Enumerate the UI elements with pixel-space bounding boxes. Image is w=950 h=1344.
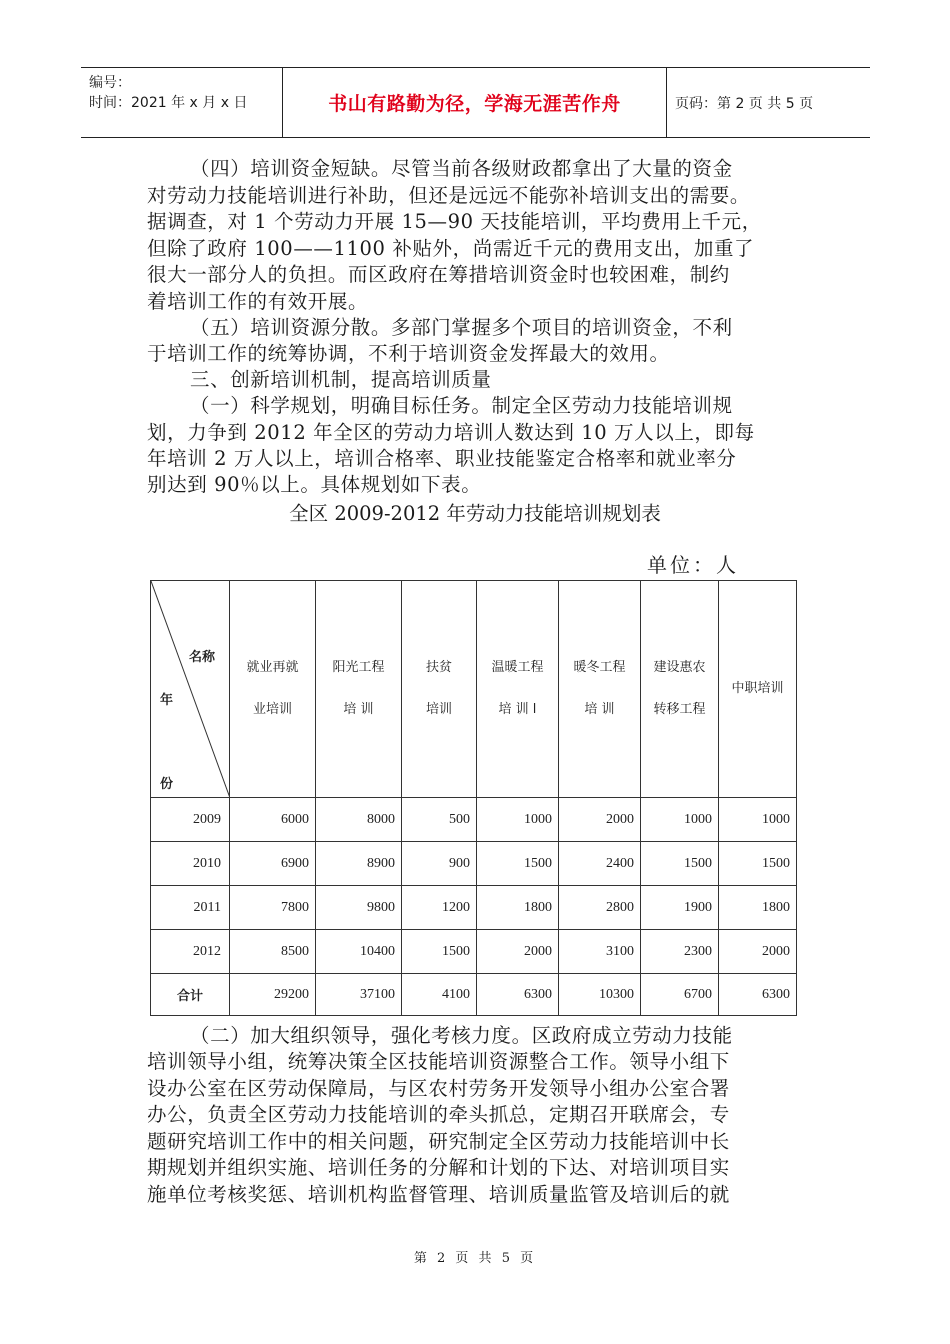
document-time-label: 时间：2021 年 x 月 x 日 <box>89 95 248 111</box>
paragraph-line: （四）培训资金短缺。尽管当前各级财政都拿出了大量的资金 <box>190 157 733 180</box>
paragraph-line: 划，力争到 2012 年全区的劳动力培训人数达到 10 万人以上，即每 <box>147 421 755 444</box>
value-cell: 8900 <box>316 842 402 886</box>
column-header: 中职培训 <box>719 581 797 798</box>
column-header: 阳光工程 培 训 <box>316 581 402 798</box>
paragraph-line: （二）加大组织领导，强化考核力度。区政府成立劳动力技能 <box>190 1024 733 1047</box>
paragraph-line: 办公，负责全区劳动力技能培训的牵头抓总，定期召开联席会，专 <box>147 1103 730 1126</box>
total-value-cell: 10300 <box>559 974 641 1016</box>
table-row <box>151 886 797 930</box>
paragraph-line: 于培训工作的统筹协调，不利于培训资金发挥最大的效用。 <box>147 342 670 365</box>
value-cell: 1500 <box>477 842 559 886</box>
value-cell: 2400 <box>559 842 641 886</box>
column-header: 暖冬工程 培 训 <box>559 581 641 798</box>
value-cell: 7800 <box>230 886 316 930</box>
table-header-row <box>151 581 797 798</box>
value-cell: 10400 <box>316 930 402 974</box>
value-cell: 2000 <box>477 930 559 974</box>
training-plan-table <box>150 580 797 1016</box>
total-value-cell: 4100 <box>402 974 477 1016</box>
table-total-row <box>151 974 797 1016</box>
column-header: 就业再就 业培训 <box>230 581 316 798</box>
value-cell: 1900 <box>641 886 719 930</box>
value-cell: 2300 <box>641 930 719 974</box>
value-cell: 1500 <box>719 842 797 886</box>
paragraph-line: 别达到 90％以上。具体规划如下表。 <box>147 473 482 496</box>
value-cell: 8500 <box>230 930 316 974</box>
paragraph-line: 期规划并组织实施、培训任务的分解和计划的下达、对培训项目实 <box>147 1156 730 1179</box>
value-cell: 1800 <box>719 886 797 930</box>
paragraph-line: 很大一部分人的负担。而区政府在筹措培训资金时也较困难，制约 <box>147 263 730 286</box>
value-cell: 1000 <box>719 798 797 842</box>
year-cell: 2012 <box>151 930 230 974</box>
paragraph-line: 对劳动力技能培训进行补助，但还是远远不能弥补培训支出的需要。 <box>147 184 751 207</box>
total-value-cell: 6300 <box>477 974 559 1016</box>
paragraph-line: 培训领导小组，统筹决策全区技能培训资源整合工作。领导小组下 <box>147 1050 730 1073</box>
paragraph-line: 设办公室在区劳动保障局，与区农村劳务开发领导小组办公室合署 <box>147 1077 730 1100</box>
table-row <box>151 798 797 842</box>
total-value-cell: 29200 <box>230 974 316 1016</box>
value-cell: 3100 <box>559 930 641 974</box>
section-heading: 三、创新培训机制，提高培训质量 <box>190 368 492 391</box>
paragraph-line: （五）培训资源分散。多部门掌握多个项目的培训资金，不利 <box>190 316 733 339</box>
paragraph-line: 着培训工作的有效开展。 <box>147 290 369 313</box>
table-title: 全区 2009-2012 年劳动力技能培训规划表 <box>289 502 661 525</box>
corner-name-label: 名称 <box>189 650 216 665</box>
value-cell: 1200 <box>402 886 477 930</box>
table-row <box>151 930 797 974</box>
paragraph-line: 年培训 2 万人以上，培训合格率、职业技能鉴定合格率和就业率分 <box>147 447 737 470</box>
value-cell: 1800 <box>477 886 559 930</box>
page-header <box>81 67 870 138</box>
year-cell: 2010 <box>151 842 230 886</box>
paragraph-line: （一）科学规划，明确目标任务。制定全区劳动力技能培训规 <box>190 394 733 417</box>
table-corner-cell <box>151 581 230 798</box>
value-cell: 2000 <box>719 930 797 974</box>
table-unit: 单位：人 <box>647 553 739 577</box>
value-cell: 2800 <box>559 886 641 930</box>
value-cell: 6000 <box>230 798 316 842</box>
value-cell: 6900 <box>230 842 316 886</box>
value-cell: 1500 <box>402 930 477 974</box>
total-value-cell: 6700 <box>641 974 719 1016</box>
value-cell: 1000 <box>641 798 719 842</box>
total-value-cell: 37100 <box>316 974 402 1016</box>
total-label-cell: 合计 <box>151 974 230 1016</box>
document-number-label: 编号： <box>89 75 131 91</box>
column-header: 扶贫 培训 <box>402 581 477 798</box>
value-cell: 8000 <box>316 798 402 842</box>
paragraph-line: 但除了政府 100——1100 补贴外，尚需近千元的费用支出，加重了 <box>147 237 755 260</box>
paragraph-line: 据调查，对 1 个劳动力开展 15—90 天技能培训，平均费用上千元， <box>147 210 762 233</box>
value-cell: 900 <box>402 842 477 886</box>
page-footer: 第 2 页 共 5 页 <box>413 1251 537 1266</box>
paragraph-line: 施单位考核奖惩、培训机构监督管理、培训质量监管及培训后的就 <box>147 1183 730 1206</box>
value-cell: 2000 <box>559 798 641 842</box>
column-header: 温暖工程 培 训 l <box>477 581 559 798</box>
header-page-label: 页码：第 2 页 共 5 页 <box>675 95 814 112</box>
value-cell: 1000 <box>477 798 559 842</box>
column-header: 建设惠农 转移工程 <box>641 581 719 798</box>
year-cell: 2011 <box>151 886 230 930</box>
header-motto: 书山有路勤为径，学海无涯苦作舟 <box>283 68 667 137</box>
total-value-cell: 6300 <box>719 974 797 1016</box>
paragraph-line: 题研究培训工作中的相关问题，研究制定全区劳动力技能培训中长 <box>147 1130 730 1153</box>
corner-year-label: 年 <box>160 693 174 708</box>
table-row <box>151 842 797 886</box>
header-meta <box>81 68 283 137</box>
value-cell: 500 <box>402 798 477 842</box>
value-cell: 1500 <box>641 842 719 886</box>
value-cell: 9800 <box>316 886 402 930</box>
year-cell: 2009 <box>151 798 230 842</box>
corner-fen-label: 份 <box>160 777 174 792</box>
